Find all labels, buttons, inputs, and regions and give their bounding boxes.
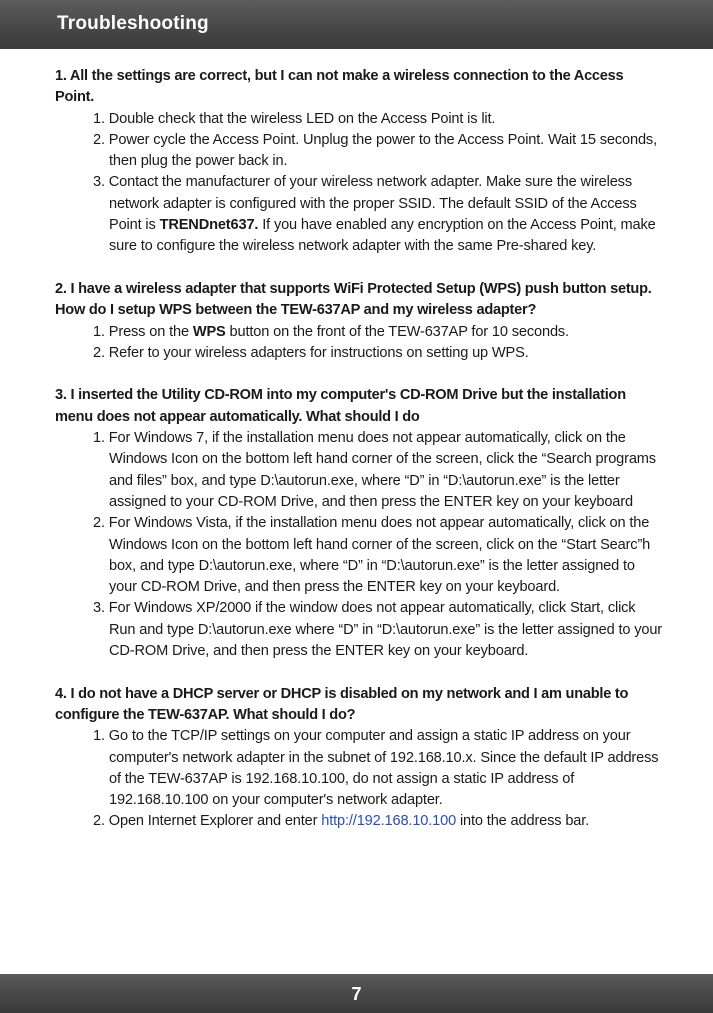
faq-step (55, 811, 665, 832)
faq-step (55, 109, 665, 130)
step-text: 3. For Windows XP/2000 if the window does not appear automatically, click Start, click Run and type D:\autorun.exe where “D” in “D:\autorun.exe” is the letter assigned to your CD-ROM Drive, and then press the ENTER key on your keyboard. (93, 600, 663, 660)
page-number: 7 (351, 984, 362, 1004)
faq-step (55, 428, 665, 513)
header-bar (0, 0, 713, 49)
faq-step (55, 322, 665, 343)
footer-bar (0, 974, 713, 1013)
page-title: Troubleshooting (57, 13, 209, 34)
step-text: into the address bar. (456, 813, 590, 830)
step-text: 1. For Windows 7, if the installation menu does not appear automatically, click on the Windows Icon on the bottom left hand corner of the screen, click the “Search programs and files” box, and type D:\autorun.exe, where “D” in “D:\autorun.exe” is the letter assigned to your CD-ROM Drive, and then press the ENTER key on your keyboard (93, 430, 656, 510)
faq-question: 2. I have a wireless adapter that supports WiFi Protected Setup (WPS) push button setup. How do I setup WPS between the TEW-637AP and my wireless adapter? (55, 280, 652, 319)
step-text: 3. Contact the manufacturer of your wireless network adapter. Make sure the wireless network adapter is configured with the proper SSID. The default SSID of the Access Point is (93, 174, 637, 234)
faq-section-4 (55, 684, 665, 833)
faq-section-1 (55, 66, 665, 258)
wps-term: WPS (192, 323, 226, 340)
faq-question: 3. I inserted the Utility CD-ROM into my computer's CD-ROM Drive but the installation menu does not appear automatically. What should I do (55, 387, 626, 425)
step-text: 2. For Windows Vista, if the installation menu does not appear automatically, click on the Windows Icon on the bottom left hand corner of the screen, click on the “Start Searc”h box, and type D:\autorun.exe, where “D” in “D:\autorun.exe” is the letter assigned to your CD-ROM Drive, and then press the ENTER key on your keyboard. (93, 515, 651, 596)
step-text: 2. Refer to your wireless adapters for instructions on setting up WPS. (93, 344, 529, 361)
step-text: 2. Power cycle the Access Point. Unplug the power to the Access Point. Wait 15 seconds, then plug the power back in. (93, 131, 657, 170)
step-text: button on the front of the TEW-637AP for 10 seconds. (225, 323, 569, 340)
faq-question: 4. I do not have a DHCP server or DHCP is disabled on my network and I am unable to configure the TEW-637AP. What should I do? (55, 685, 629, 723)
step-text: 2. Open Internet Explorer and enter (93, 813, 322, 830)
access-point-url-link[interactable]: http://192.168.10.100 (321, 813, 457, 830)
step-text: 1. Double check that the wireless LED on the Access Point is lit. (93, 110, 496, 127)
faq-step (55, 130, 665, 173)
faq-question: 1. All the settings are correct, but I can not make a wireless connection to the Access Point. (55, 68, 624, 106)
faq-section-2 (55, 279, 665, 364)
faq-step (55, 726, 665, 811)
step-text: If you have enabled any encryption on the Access Point, make sure to configure the wireless network adapter with the same Pre-shared key. (109, 217, 656, 255)
faq-step (55, 172, 665, 257)
faq-step (55, 598, 665, 662)
faq-step (55, 343, 665, 364)
troubleshooting-content (55, 66, 665, 833)
step-text: 1. Go to the TCP/IP settings on your computer and assign a static IP address on your computer's network adapter in the subnet of 192.168.10.x. Since the default IP address of the TEW-637AP is 192.168.10.100, do not assign a static IP address of 192.168.10.100 on your computer's network adapter. (93, 728, 659, 809)
step-text: 1. Press on the (93, 323, 193, 340)
faq-step (55, 513, 665, 598)
default-ssid: TRENDnet637. (159, 217, 259, 234)
faq-section-3 (55, 385, 665, 662)
